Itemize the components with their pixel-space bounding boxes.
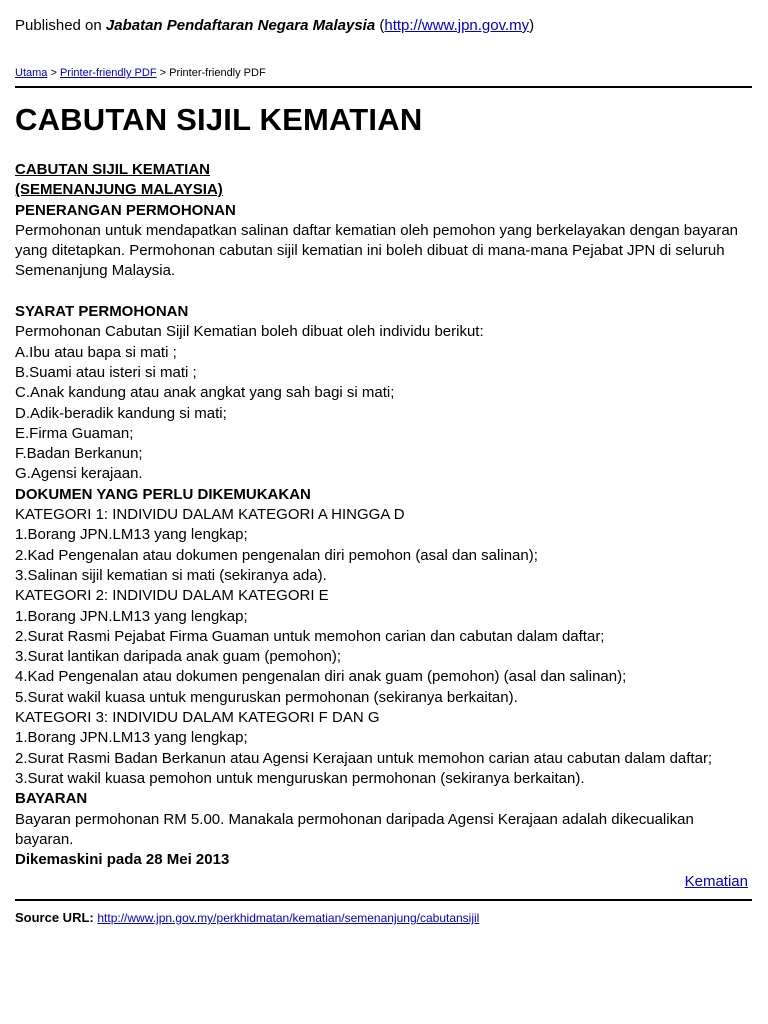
publisher-url-link[interactable]: http://www.jpn.gov.my bbox=[384, 17, 530, 34]
published-on-line bbox=[15, 17, 534, 35]
breadcrumb bbox=[15, 67, 266, 80]
kategori-1-item: 1.Borang JPN.LM13 yang lengkap; bbox=[15, 526, 248, 544]
kategori-2-item: 4.Kad Pengenalan atau dokumen pengenalan diri anak guam (pemohon) (asal dan salinan); bbox=[15, 668, 627, 686]
syarat-item: D.Adik-beradik kandung si mati; bbox=[15, 404, 227, 422]
kategori-1-item: 3.Salinan sijil kematian si mati (sekiranya ada). bbox=[15, 566, 327, 584]
breadcrumb-separator: > bbox=[159, 67, 167, 79]
source-url-link[interactable]: http://www.jpn.gov.my/perkhidmatan/kematian/semenanjung/cabutansijil bbox=[97, 911, 480, 925]
syarat-heading: SYARAT PERMOHONAN bbox=[15, 303, 189, 321]
open-paren: ( bbox=[379, 17, 385, 34]
kategori-1-heading: KATEGORI 1: INDIVIDU DALAM KATEGORI A HINGGA D bbox=[15, 506, 405, 524]
syarat-item: C.Anak kandung atau anak angkat yang sah bagi si mati; bbox=[15, 384, 395, 402]
kematian-tag-link[interactable]: Kematian bbox=[684, 873, 748, 890]
kategori-3-item: 1.Borang JPN.LM13 yang lengkap; bbox=[15, 729, 248, 747]
penerangan-heading: PENERANGAN PERMOHONAN bbox=[15, 201, 236, 219]
publisher-name: Jabatan Pendaftaran Negara Malaysia bbox=[105, 17, 376, 34]
top-divider bbox=[15, 86, 752, 88]
source-url-line bbox=[15, 910, 479, 926]
kategori-3-heading: KATEGORI 3: INDIVIDU DALAM KATEGORI F DAN G bbox=[15, 709, 380, 727]
kategori-2-item: 1.Borang JPN.LM13 yang lengkap; bbox=[15, 607, 248, 625]
article-body bbox=[15, 160, 752, 870]
breadcrumb-separator: > bbox=[50, 67, 57, 79]
published-prefix: Published on bbox=[15, 17, 102, 34]
syarat-intro: Permohonan Cabutan Sijil Kematian boleh dibuat oleh individu berikut: bbox=[15, 323, 484, 341]
kategori-3-item: 2.Surat Rasmi Badan Berkanun atau Agensi Kerajaan untuk memohon carian atau cabutan dalam daftar; bbox=[15, 749, 713, 767]
subtitle-region-line: (SEMENANJUNG MALAYSIA) bbox=[15, 181, 223, 199]
bayaran-heading: BAYARAN bbox=[15, 790, 88, 808]
blank-line bbox=[15, 282, 752, 302]
dokumen-heading: DOKUMEN YANG PERLU DIKEMUKAKAN bbox=[15, 485, 311, 503]
bottom-divider bbox=[15, 899, 752, 901]
penerangan-text: Permohonan untuk mendapatkan salinan daftar kematian oleh pemohon yang berkelayakan dengan bayaran yang ditetapkan. Permohonan cabutan sijil kematian ini boleh dibuat di mana-mana Pejabat JPN di seluruh Semenanjung Malaysia. bbox=[15, 221, 739, 280]
updated-date: Dikemaskini pada 28 Mei 2013 bbox=[15, 851, 230, 869]
page-title: CABUTAN SIJIL KEMATIAN bbox=[15, 102, 423, 137]
breadcrumb-home-link[interactable]: Utama bbox=[15, 67, 48, 79]
breadcrumb-current: Printer-friendly PDF bbox=[169, 67, 266, 79]
syarat-item: A.Ibu atau bapa si mati ; bbox=[15, 343, 177, 361]
breadcrumb-printer-link[interactable]: Printer-friendly PDF bbox=[59, 67, 157, 79]
kategori-2-item: 2.Surat Rasmi Pejabat Firma Guaman untuk memohon carian dan cabutan dalam daftar; bbox=[15, 627, 605, 645]
kategori-2-item: 5.Surat wakil kuasa untuk menguruskan permohonan (sekiranya berkaitan). bbox=[15, 688, 518, 706]
kategori-2-item: 3.Surat lantikan daripada anak guam (pemohon); bbox=[15, 648, 342, 666]
syarat-item: G.Agensi kerajaan. bbox=[15, 465, 143, 483]
kategori-3-item: 3.Surat wakil kuasa pemohon untuk menguruskan permohonan (sekiranya berkaitan). bbox=[15, 769, 585, 787]
source-url-label: Source URL: bbox=[15, 910, 94, 925]
kategori-2-heading: KATEGORI 2: INDIVIDU DALAM KATEGORI E bbox=[15, 587, 329, 605]
syarat-item: B.Suami atau isteri si mati ; bbox=[15, 363, 197, 381]
taxonomy-link-wrap bbox=[685, 873, 748, 891]
syarat-item: E.Firma Guaman; bbox=[15, 424, 134, 442]
close-paren: ) bbox=[529, 17, 535, 34]
bayaran-text: Bayaran permohonan RM 5.00. Manakala permohonan daripada Agensi Kerajaan adalah dikecualikan bayaran. bbox=[15, 810, 694, 848]
kategori-1-item: 2.Kad Pengenalan atau dokumen pengenalan diri pemohon (asal dan salinan); bbox=[15, 546, 538, 564]
syarat-item: F.Badan Berkanun; bbox=[15, 445, 143, 463]
subtitle-line: CABUTAN SIJIL KEMATIAN bbox=[15, 161, 210, 178]
